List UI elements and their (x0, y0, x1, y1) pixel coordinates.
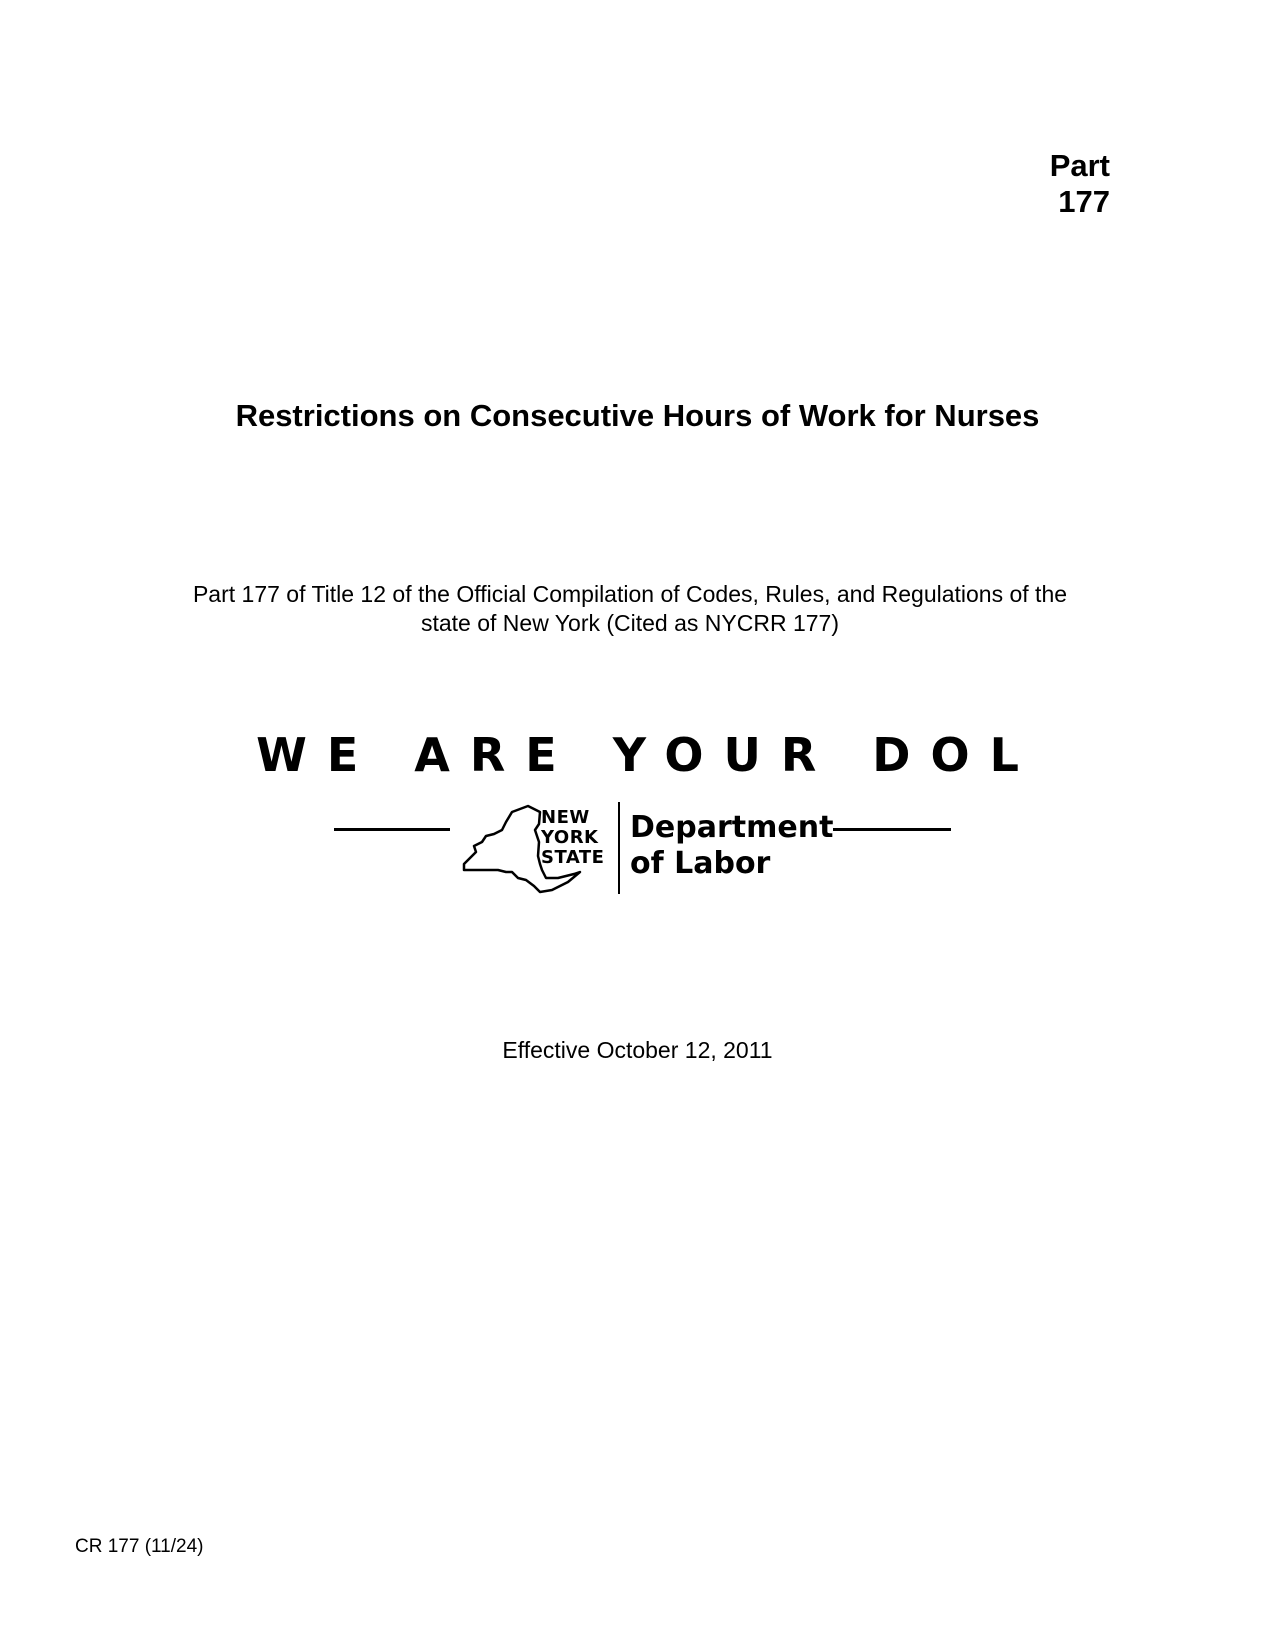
state-wordmark-line-1: NEW (541, 807, 590, 828)
logo-left-rule (334, 828, 450, 831)
state-wordmark-line-2: YORK (541, 827, 599, 848)
logo-divider (618, 802, 620, 894)
citation-text (140, 580, 1120, 638)
effective-date: Effective October 12, 2011 (502, 1037, 773, 1063)
logo-slogan: WE ARE YOUR DOL (256, 728, 1039, 782)
department-wordmark-line-2: of Labor (630, 846, 771, 881)
citation-line-2: state of New York (Cited as NYCRR 177) (420, 610, 839, 636)
part-label (1050, 148, 1110, 220)
part-label-number: 177 (1058, 184, 1110, 219)
department-wordmark (630, 810, 833, 882)
logo-right-rule (833, 828, 951, 831)
department-wordmark-line-1: Department (630, 810, 834, 845)
state-wordmark-line-3: STATE (541, 847, 605, 868)
form-code: CR 177 (11/24) (75, 1536, 204, 1557)
part-label-word: Part (1049, 148, 1110, 183)
new-york-state-wordmark (541, 808, 604, 868)
document-title: Restrictions on Consecutive Hours of Work for Nurses (235, 398, 1040, 433)
citation-line-1: Part 177 of Title 12 of the Official Compilation of Codes, Rules, and Regulations of the (192, 581, 1068, 607)
